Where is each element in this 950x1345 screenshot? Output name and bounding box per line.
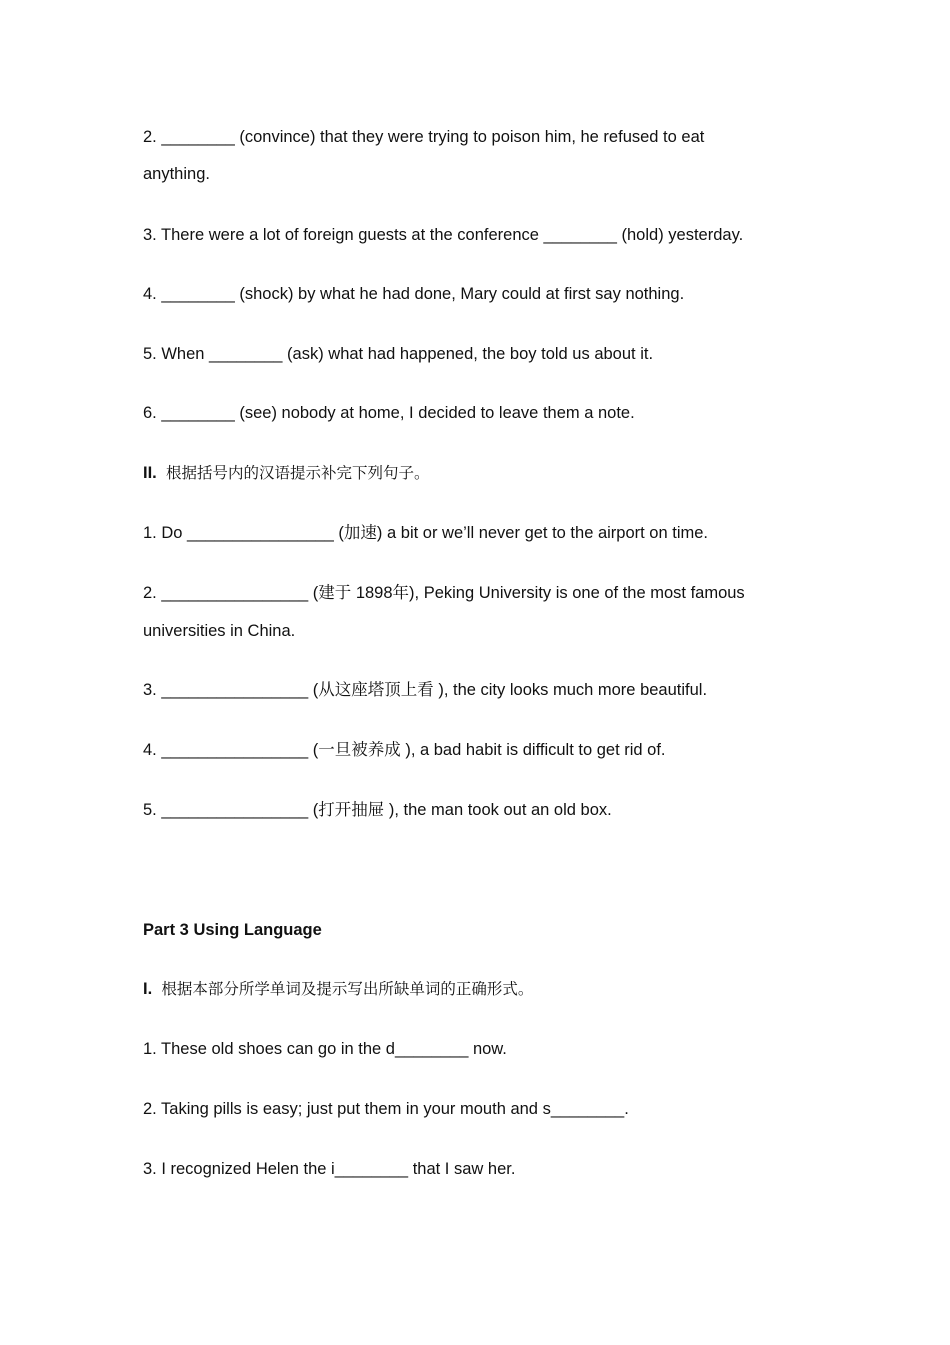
- exercise-line: 2. ________________ (建于 1898年), Peking University is one of the most famous: [143, 584, 745, 602]
- section-instruction: 根据本部分所学单词及提示写出所缺单词的正确形式。: [161, 980, 534, 998]
- section-label: II.: [143, 464, 157, 482]
- section-label: I.: [143, 980, 153, 998]
- section-i-header: [143, 979, 533, 999]
- exercise-line: 4. ________________ (一旦被养成 ), a bad habit is difficult to get rid of.: [143, 741, 666, 759]
- exercise-line: 1. Do ________________ (加速) a bit or we’ll never get to the airport on time.: [143, 524, 708, 542]
- exercise-line: universities in China.: [143, 622, 296, 640]
- exercise-line: 3. I recognized Helen the i________ that I saw her.: [143, 1160, 516, 1178]
- exercise-line: 5. When ________ (ask) what had happened, the boy told us about it.: [143, 345, 654, 363]
- exercise-line: 5. ________________ (打开抽屉 ), the man took out an old box.: [143, 801, 612, 819]
- exercise-line: anything.: [143, 165, 210, 183]
- exercise-line: 1. These old shoes can go in the d________ now.: [143, 1040, 507, 1058]
- exercise-line: 6. ________ (see) nobody at home, I decided to leave them a note.: [143, 404, 635, 422]
- exercise-line: 3. ________________ (从这座塔顶上看 ), the city looks much more beautiful.: [143, 681, 708, 699]
- exercise-line: 4. ________ (shock) by what he had done, Mary could at first say nothing.: [143, 285, 685, 303]
- exercise-line: 2. ________ (convince) that they were trying to poison him, he refused to eat: [143, 128, 705, 146]
- part-heading: Part 3 Using Language: [143, 921, 322, 939]
- exercise-line: 3. There were a lot of foreign guests at the conference ________ (hold) yesterday.: [143, 226, 744, 244]
- exercise-line: 2. Taking pills is easy; just put them in your mouth and s________.: [143, 1100, 629, 1118]
- section-instruction: 根据括号内的汉语提示补完下列句子。: [165, 464, 430, 482]
- section-ii-header: [143, 463, 429, 483]
